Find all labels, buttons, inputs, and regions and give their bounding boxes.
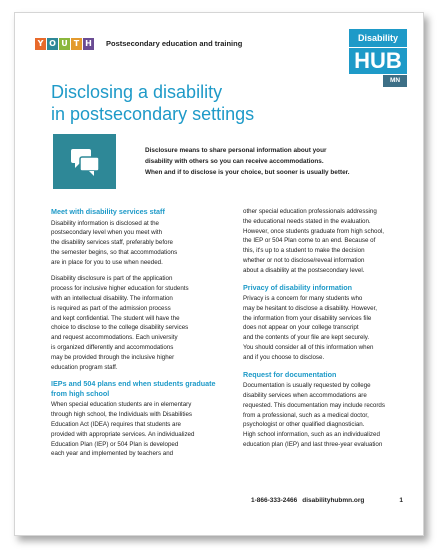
section-heading: IEPs and 504 plans end when students graduate from high school xyxy=(51,379,216,398)
intro-line: When and if to disclose is your choice, but sooner is usually better. xyxy=(145,169,350,176)
section-heading: Request for documentation xyxy=(243,369,337,379)
logo-top-text: Disability xyxy=(349,29,407,47)
body-line: the information from your disability services file xyxy=(243,314,372,322)
youth-letter: H xyxy=(83,38,94,50)
body-line: High school information, such as an individualized xyxy=(243,431,380,439)
intro-line: Disclosure means to share personal information about your xyxy=(145,147,327,154)
chat-bubbles-icon xyxy=(53,134,116,189)
body-line: may be hesitant to disclose a disability. However, xyxy=(243,304,378,312)
body-line: education plan (IEP) and last three-year evaluation xyxy=(243,440,383,448)
body-paragraph xyxy=(51,219,216,268)
body-line: through high school, the Individuals with Disabilities xyxy=(51,411,193,419)
body-line: this, it's up to a student to make the decision xyxy=(243,247,365,255)
body-line: the educational needs stated in the evaluation. xyxy=(243,217,371,225)
body-line: Disability information is disclosed at the xyxy=(51,219,159,227)
body-line: postsecondary level when you meet with xyxy=(51,229,163,237)
body-paragraph xyxy=(51,400,216,459)
body-line: whether or not to disclose/reveal information xyxy=(243,256,365,264)
intro-statement xyxy=(145,145,405,178)
body-line: the IEP or 504 Plan come to an end. Because of xyxy=(243,237,376,245)
body-line: about a disability at the postsecondary level. xyxy=(243,266,365,274)
body-line: You should consider all of this information when xyxy=(243,344,374,352)
section-heading: Privacy of disability information xyxy=(243,282,353,292)
body-line: are in place for you to use when needed. xyxy=(51,258,163,266)
body-line: is required as part of the admission process xyxy=(51,304,171,312)
body-line: education program staff. xyxy=(51,363,118,371)
header-subtitle: Postsecondary education and training xyxy=(106,39,243,48)
section-heading: Meet with disability services staff xyxy=(51,207,165,216)
body-line: provided with appropriate services. An individualized xyxy=(51,430,195,438)
body-line: may be provided through the inclusive higher xyxy=(51,353,175,361)
page-number: 1 xyxy=(399,497,403,504)
logo-hub-text: HUB xyxy=(349,47,407,74)
page-footer xyxy=(251,497,403,504)
body-line: with an intellectual disability. The information xyxy=(51,295,173,303)
disability-hub-logo xyxy=(349,29,407,87)
right-column xyxy=(243,207,408,457)
body-line: psychologist or other qualified diagnostician. xyxy=(243,421,365,429)
body-line: and if you choose to disclose. xyxy=(243,353,325,361)
body-paragraph xyxy=(243,294,408,363)
chat-bubbles-svg xyxy=(53,134,116,189)
intro-line: disability with others so you can receive accommodations. xyxy=(145,158,324,165)
body-line: from a professional, such as a medical doctor, xyxy=(243,411,369,419)
body-line: the disability services staff, preferably before xyxy=(51,239,173,247)
body-paragraph xyxy=(243,207,408,276)
footer-phone: 1-866-333-2466 xyxy=(251,497,298,504)
page-title xyxy=(51,81,351,125)
youth-letter: U xyxy=(59,38,70,50)
body-line: Documentation is usually requested by college xyxy=(243,382,371,390)
youth-letter: O xyxy=(47,38,58,50)
body-line: requested. This documentation may include records xyxy=(243,401,385,409)
body-line: the semester begins, so that accommodations xyxy=(51,248,178,256)
body-line: Disability disclosure is part of the application xyxy=(51,275,173,283)
body-line: and kept confidential. The student will have the xyxy=(51,314,180,322)
youth-logo xyxy=(35,38,94,50)
body-line: does not appear on your college transcript xyxy=(243,324,359,332)
body-line: However, once students graduate from high school, xyxy=(243,227,385,235)
body-line: and the contents of your file are kept securely. xyxy=(243,334,370,342)
body-line: disability services when accommodations are xyxy=(243,391,367,399)
body-line: Education Plan (IEP) or 504 Plan is developed xyxy=(51,440,179,448)
body-line: each year and implemented by teachers and xyxy=(51,450,174,458)
youth-letter: Y xyxy=(35,38,46,50)
page-title-line-2: in postsecondary settings xyxy=(51,104,255,124)
body-paragraph xyxy=(243,381,408,450)
body-line: is organized differently and accommodations xyxy=(51,344,174,352)
body-line: When special education students are in elementary xyxy=(51,401,192,409)
body-line: and request accommodations. Each university xyxy=(51,334,178,342)
body-paragraph xyxy=(51,274,216,372)
left-column xyxy=(51,207,216,466)
logo-mn-text: MN xyxy=(383,75,407,87)
youth-letter: T xyxy=(71,38,82,50)
document-page xyxy=(14,12,424,536)
body-line: Privacy is a concern for many students who xyxy=(243,295,363,303)
body-line: other special education professionals addressing xyxy=(243,208,377,215)
body-line: choice to disclose to the college disability services xyxy=(51,324,189,332)
footer-website[interactable]: disabilityhubmn.org xyxy=(302,497,365,504)
page-title-line-1: Disclosing a disability xyxy=(51,82,223,102)
body-line: Education Act (IDEA) requires that students are xyxy=(51,421,182,429)
body-line: process for inclusive higher education for students xyxy=(51,285,189,293)
